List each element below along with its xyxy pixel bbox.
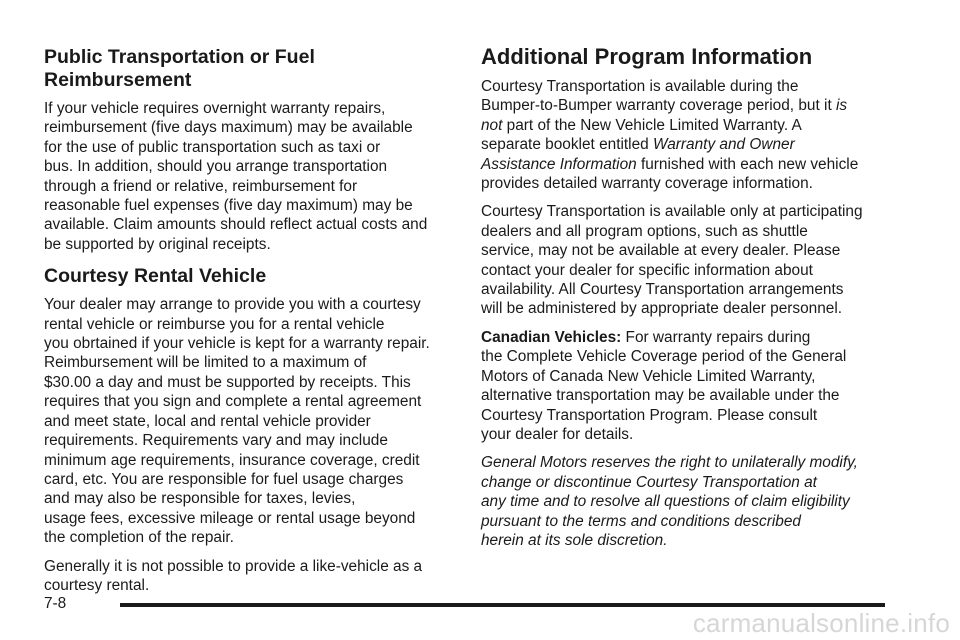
page-number: 7-8 xyxy=(44,595,67,612)
section-heading-additional-program: Additional Program Information xyxy=(481,44,813,69)
left-column xyxy=(44,46,456,595)
paragraph-like-vehicle: Generally it is not possible to provide a like-vehicle as a courtesy rental. xyxy=(44,557,423,594)
watermark: carmanualsonline.info xyxy=(692,608,950,638)
right-column xyxy=(481,44,901,550)
canadian-vehicles-label: Canadian Vehicles: xyxy=(481,328,622,346)
paragraph-courtesy-rental: Your dealer may arrange to provide you with a courtesy rental vehicle or reimburse you for a rental vehicle you obrtained if your vehicle is kept for a warranty repair. Reimbursement will be limited to a maximum of $30.00 a day and must be supported by receipts. This requires that you sign and complete a rental agreement and meet state, local and rental vehicle provider requirements. Requirements vary and may include minimum age requirements, insurance coverage, credit card, etc. You are responsible for fuel usage charges and may also be responsible for taxes, levies, usage fees, excessive mileage or rental usage beyond the completion of the repair. xyxy=(44,296,430,547)
section-heading-public-transportation: Public Transportation or Fuel Reimbursement xyxy=(44,46,315,91)
paragraph-participating-dealers: Courtesy Transportation is available only at participating dealers and all program options, such as shuttle service, may not be available at every dealer. Please contact your dealer for specific information about availability. All Courtesy Transportation arrangements will be administered by appropriate dealer personnel. xyxy=(481,203,863,318)
footer-rule xyxy=(120,603,885,607)
paragraph-gm-reserves-right: General Motors reserves the right to unilaterally modify, change or discontinue Courtesy Transportation at any time and to resolve all questions of claim eligibility pursuant to the terms and conditions described herein at its sole discretion. xyxy=(481,454,858,549)
paragraph-canadian-vehicles: Canadian Vehicles: For warranty repairs during the Complete Vehicle Coverage period of the General Motors of Canada New Vehicle Limited Warranty, alternative transportation may be available under the Courtesy Transportation Program. Please consult your dealer for details. xyxy=(481,328,847,443)
section-heading-courtesy-rental: Courtesy Rental Vehicle xyxy=(44,265,267,288)
paragraph-courtesy-availability: Courtesy Transportation is available during the Bumper-to-Bumper warranty coverage period, but it is not part of the New Vehicle Limited Warranty. A separate booklet entitled Warranty and Owner Assistance Information furnished with each new vehicle provides detailed warranty coverage information. xyxy=(481,78,859,193)
paragraph-public-transportation: If your vehicle requires overnight warranty repairs, reimbursement (five days maximum) may be available for the use of public transportation such as taxi or bus. In addition, should you arrange transportation through a friend or relative, reimbursement for reasonable fuel expenses (five day maximum) may be available. Claim amounts should reflect actual costs and be supported by original receipts. xyxy=(44,100,428,253)
